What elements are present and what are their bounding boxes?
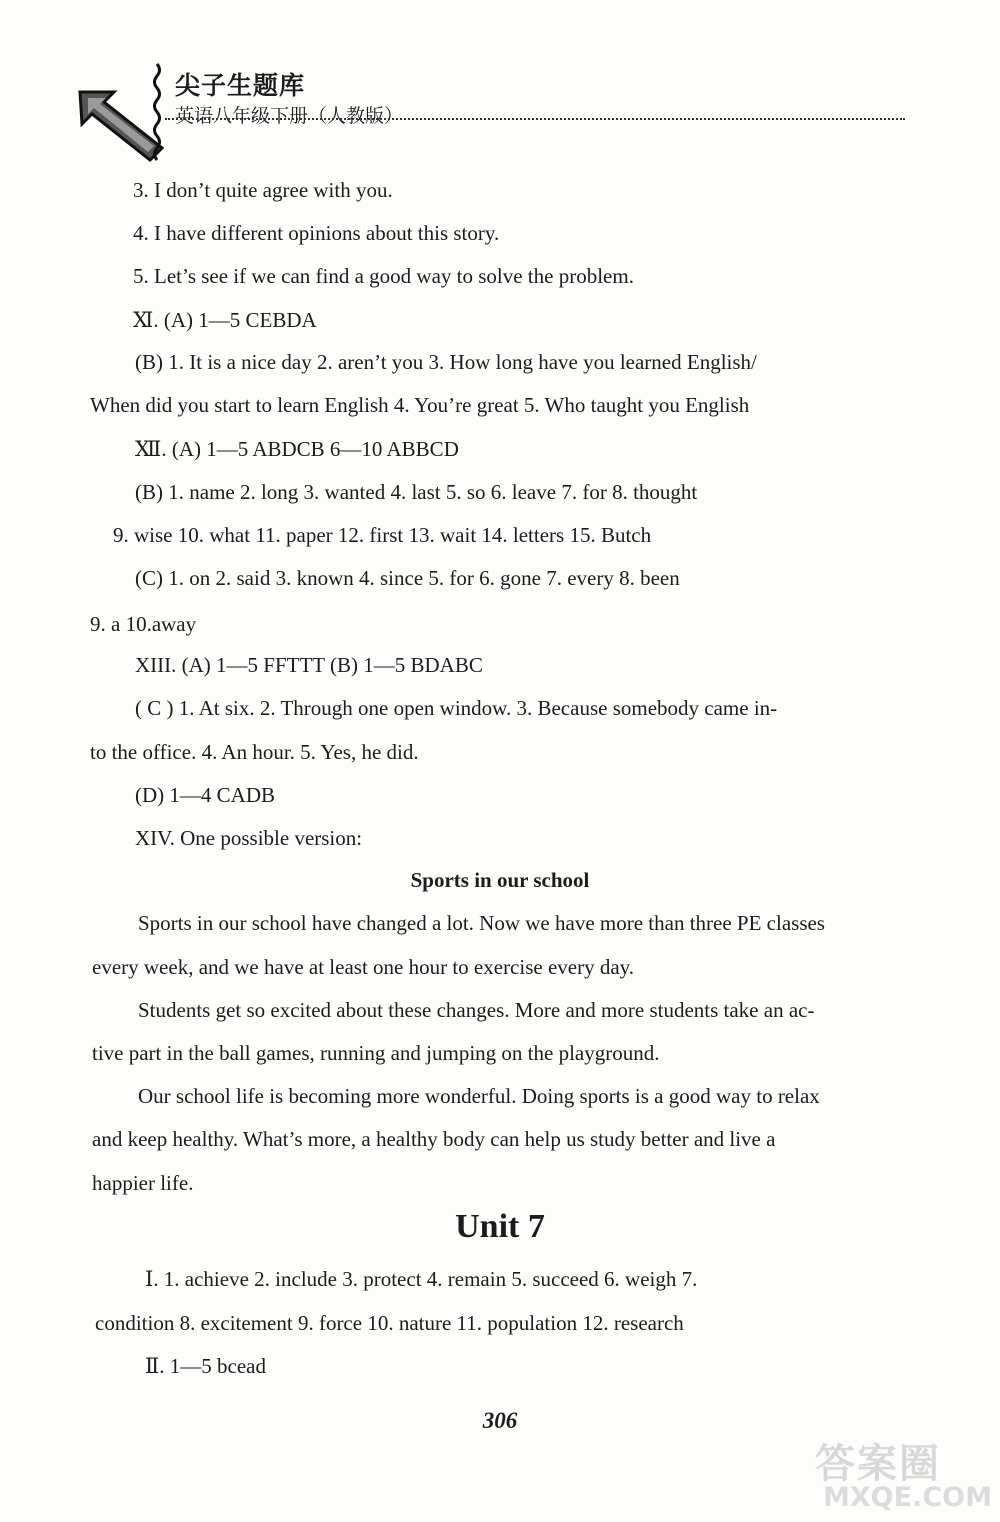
answer-line: (B) 1. It is a nice day 2. aren’t you 3. How long have you learned English/ [135, 350, 757, 374]
answer-line: to the office. 4. An hour. 5. Yes, he did. [90, 740, 419, 764]
answer-line: Ⅰ. 1. achieve 2. include 3. protect 4. remain 5. succeed 6. weigh 7. [145, 1267, 698, 1291]
watermark-text: 答案圈 [815, 1441, 941, 1487]
answer-line: Ⅺ. (A) 1—5 CEBDA [133, 308, 317, 332]
answer-line: 5. Let’s see if we can find a good way to solve the problem. [133, 264, 634, 288]
answer-line: 4. I have different opinions about this story. [133, 221, 500, 245]
essay-line: happier life. [92, 1171, 194, 1195]
answer-line: XIII. (A) 1—5 FFTTT (B) 1—5 BDABC [135, 653, 483, 677]
essay-line: tive part in the ball games, running and jumping on the playground. [92, 1041, 660, 1065]
answer-line: (B) 1. name 2. long 3. wanted 4. last 5. so 6. leave 7. for 8. thought [135, 480, 698, 504]
answer-line: 9. wise 10. what 11. paper 12. first 13. wait 14. letters 15. Butch [113, 523, 652, 547]
page-header [0, 0, 1000, 170]
watermark-url: MXQE.COM [823, 1482, 992, 1513]
watermark-logo [815, 1432, 995, 1518]
answer-line: (C) 1. on 2. said 3. known 4. since 5. for 6. gone 7. every 8. been [135, 566, 680, 590]
book-subtitle: 英语八年级下册（人教版） [175, 105, 404, 127]
answer-line: Ⅱ. 1—5 bcead [145, 1354, 266, 1378]
answer-line: 3. I don’t quite agree with you. [133, 178, 393, 202]
answer-line: Ⅻ. (A) 1—5 ABDCB 6—10 ABBCD [135, 437, 459, 461]
page-number: 306 [482, 1408, 518, 1433]
answer-line: condition 8. excitement 9. force 10. nature 11. population 12. research [95, 1311, 684, 1335]
answer-line: When did you start to learn English 4. You’re great 5. Who taught you English [90, 393, 750, 417]
answer-line: XIV. One possible version: [135, 826, 363, 850]
book-title: 尖子生题库 [175, 71, 306, 100]
answer-line: 9. a 10.away [90, 612, 197, 636]
essay-title: Sports in our school [410, 868, 590, 892]
essay-line: and keep healthy. What’s more, a healthy body can help us study better and live a [92, 1127, 776, 1151]
essay-line: Students get so excited about these changes. More and more students take an ac- [138, 998, 815, 1022]
answer-line: (D) 1—4 CADB [135, 783, 275, 807]
essay-line: Sports in our school have changed a lot. Now we have more than three PE classes [138, 911, 825, 935]
unit-title: Unit 7 [455, 1208, 545, 1245]
header-divider [165, 118, 905, 120]
essay-line: Our school life is becoming more wonderful. Doing sports is a good way to relax [138, 1084, 820, 1108]
essay-line: every week, and we have at least one hour to exercise every day. [92, 955, 635, 979]
brace-icon [150, 62, 164, 162]
answer-line: ( C ) 1. At six. 2. Through one open window. 3. Because somebody came in- [135, 696, 778, 720]
